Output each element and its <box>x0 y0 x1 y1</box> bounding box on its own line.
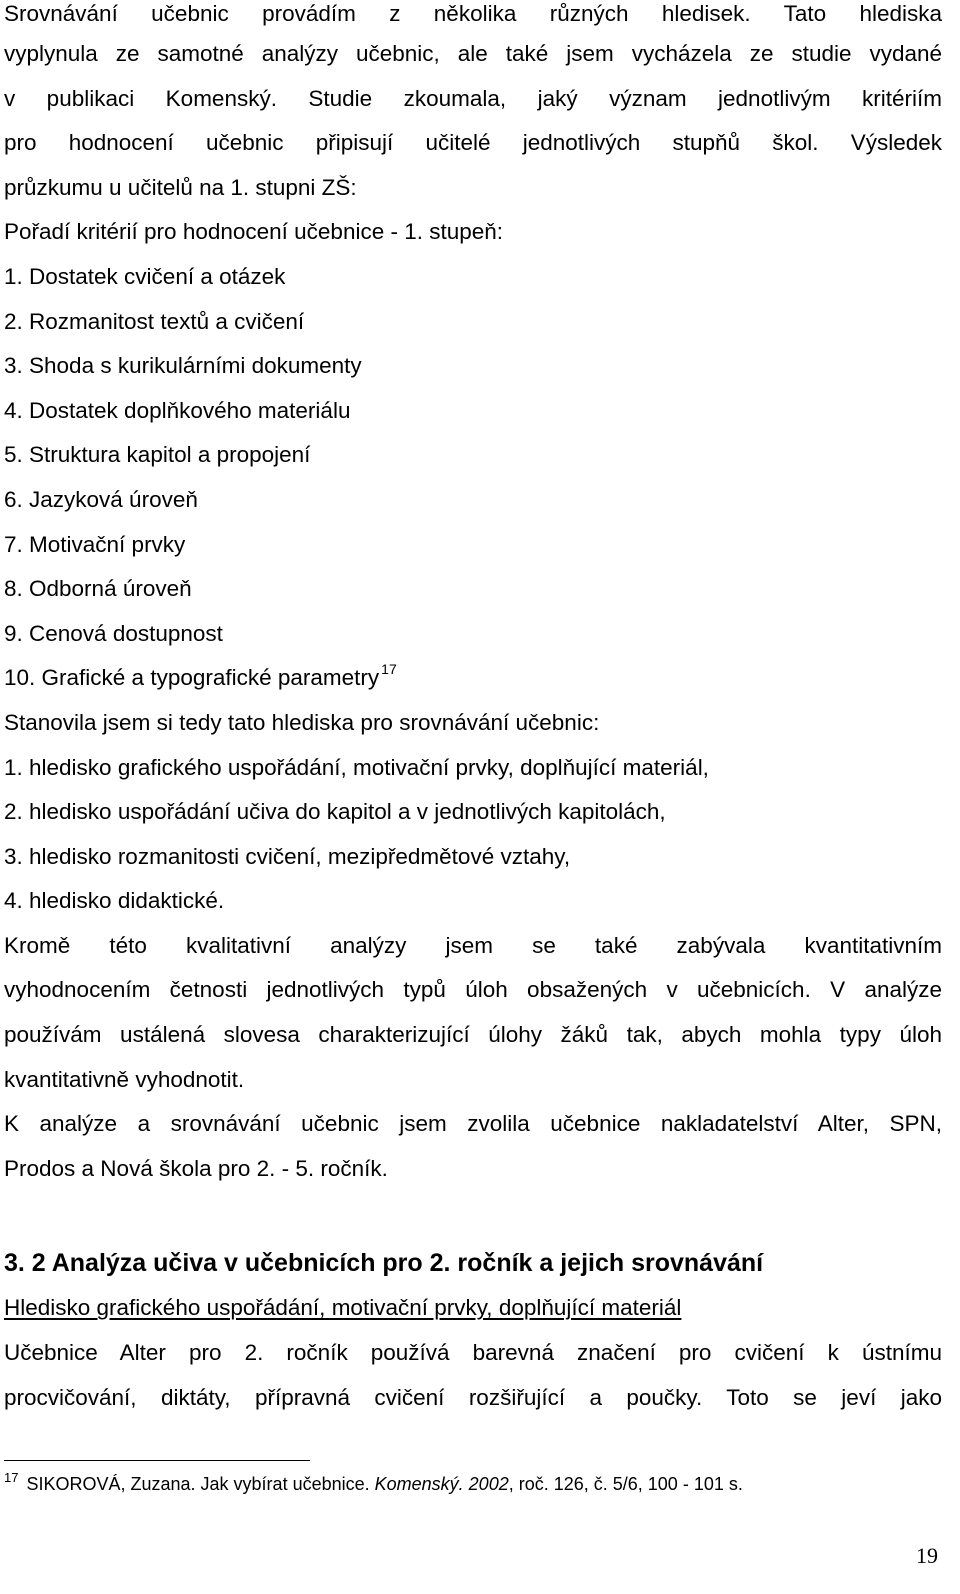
analysis-line: používám ustálená slovesa charakterizující úlohy žáků tak, abych mohla typy úloh <box>4 1022 942 1048</box>
alter-line: procvičování, diktáty, přípravná cvičení rozšiřující a poučky. Toto se jeví jako <box>4 1384 942 1410</box>
analysis-line: vyhodnocením četnosti jednotlivých typů úloh obsažených v učebnicích. V analýze <box>4 977 942 1003</box>
criteria-item: 2. hledisko uspořádání učiva do kapitol a v jednotlivých kapitolách, <box>4 799 666 825</box>
analysis-line: kvantitativně vyhodnotit. <box>4 1066 245 1092</box>
footnote <box>4 1470 743 1498</box>
alter-line: Učebnice Alter pro 2. ročník používá barevná značení pro cvičení k ústnímu <box>4 1340 942 1366</box>
body-line: pro hodnocení učebnic připisují učitelé jednotlivých stupňů škol. Výsledek <box>4 130 942 156</box>
footnote-journal: Komenský. 2002 <box>374 1474 509 1494</box>
body-line: Srovnávání učebnic provádím z několika různých hledisek. Tato hlediska <box>4 1 942 26</box>
footnote-reference: 17 <box>381 661 397 678</box>
footnote-number: 17 <box>4 1470 19 1485</box>
ranking-item: 3. Shoda s kurikulárními dokumenty <box>4 353 362 379</box>
criteria-item: 1. hledisko grafického uspořádání, motivační prvky, doplňující materiál, <box>4 754 709 780</box>
footnote-author: SIKOROVÁ, Zuzana. Jak vybírat učebnice. <box>26 1474 370 1494</box>
ranking-item: 7. Motivační prvky <box>4 531 186 557</box>
ranking-item: 6. Jazyková úroveň <box>4 486 198 512</box>
footnote-separator <box>4 1460 310 1461</box>
ranking-item: 9. Cenová dostupnost <box>4 620 223 646</box>
criteria-intro: Stanovila jsem si tedy tato hlediska pro srovnávání učebnic: <box>4 709 600 735</box>
footnote-details: , roč. 126, č. 5/6, 100 - 101 s. <box>508 1474 743 1494</box>
analysis-line: Kromě této kvalitativní analýzy jsem se také zabývala kvantitativním <box>4 932 942 958</box>
ranking-item: 1. Dostatek cvičení a otázek <box>4 263 286 289</box>
spacer <box>4 1191 942 1240</box>
selection-line: Prodos a Nová škola pro 2. - 5. ročník. <box>4 1155 388 1181</box>
document-page <box>4 0 942 1420</box>
section-heading: 3. 2 Analýza učiva v učebnicích pro 2. ročník a jejich srovnávání <box>4 1249 764 1278</box>
body-line: vyplynula ze samotné analýzy učebnic, ale také jsem vycházela ze studie vydané <box>4 41 942 66</box>
ranking-title: Pořadí kritérií pro hodnocení učebnice - 1. stupeň: <box>4 219 504 245</box>
body-line: průzkumu u učitelů na 1. stupni ZŠ: <box>4 174 357 200</box>
ranking-item-text: 10. Grafické a typografické parametry <box>4 665 380 691</box>
criteria-item: 3. hledisko rozmanitosti cvičení, mezipředmětové vztahy, <box>4 843 571 869</box>
ranking-item: 8. Odborná úroveň <box>4 576 192 602</box>
subheading-text: Hledisko grafického uspořádání, motivační prvky, doplňující materiál <box>4 1295 682 1321</box>
ranking-item-with-footnote <box>4 656 942 701</box>
body-line: v publikaci Komenský. Studie zkoumala, jaký význam jednotlivým kritériím <box>4 85 942 111</box>
subheading <box>4 1286 942 1331</box>
page-number: 19 <box>916 1543 938 1568</box>
ranking-item: 2. Rozmanitost textů a cvičení <box>4 308 305 334</box>
criteria-item: 4. hledisko didaktické. <box>4 888 225 914</box>
ranking-item: 4. Dostatek doplňkového materiálu <box>4 397 351 423</box>
selection-line: K analýze a srovnávání učebnic jsem zvolila učebnice nakladatelství Alter, SPN, <box>4 1111 942 1137</box>
ranking-item: 5. Struktura kapitol a propojení <box>4 442 311 468</box>
